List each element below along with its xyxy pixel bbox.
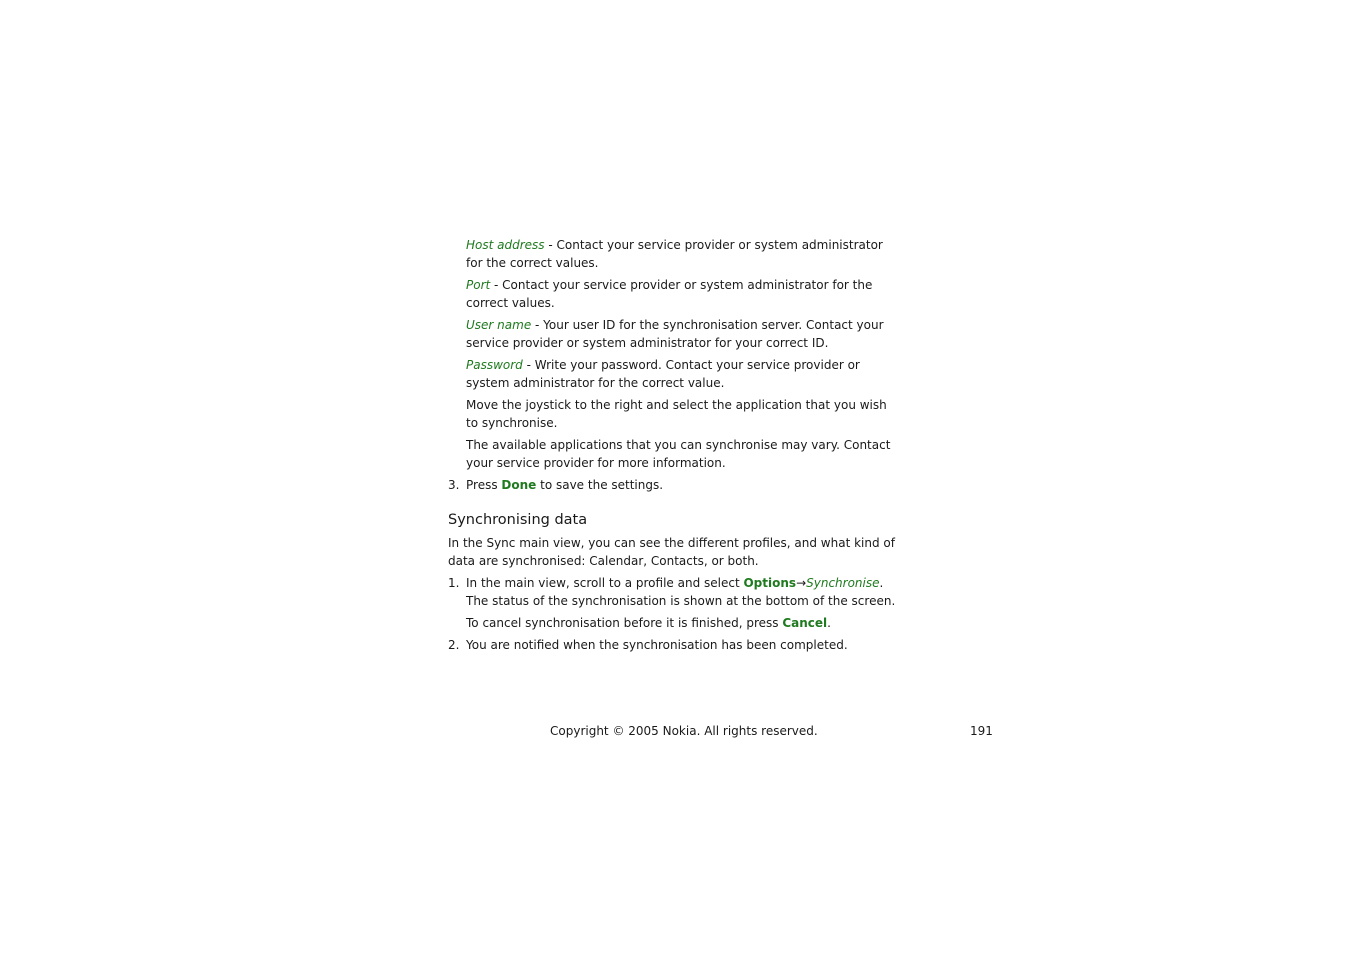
step-text: to save the settings. [536, 478, 664, 492]
step-text: In the main view, scroll to a profile and select [466, 576, 744, 590]
setting-term: Port [466, 278, 491, 292]
apps-note: The available applications that you can synchronise may vary. Contact your service provider for more information. [466, 438, 891, 470]
section-intro: In the Sync main view, you can see the different profiles, and what kind of data are synchronised: Calendar, Contacts, or both. [448, 536, 895, 568]
cancel-note [448, 614, 898, 632]
setting-term: Host address [466, 238, 545, 252]
options-menu: Options [743, 576, 797, 590]
setting-term: User name [466, 318, 532, 332]
arrow-icon: → [796, 576, 807, 590]
page-content [448, 236, 898, 658]
step-text: You are notified when the synchronisation has been completed. [466, 638, 848, 652]
setting-description: - Your user ID for the synchronisation server. Contact your service provider or system administrator for your correct ID. [466, 318, 884, 350]
step-number: 2. [448, 638, 460, 652]
setting-description: - Contact your service provider or system administrator for the correct values. [466, 278, 873, 310]
setting-password [448, 356, 898, 392]
setting-description: - Write your password. Contact your service provider or system administrator for the correct value. [466, 358, 860, 390]
done-key: Done [501, 478, 537, 492]
step-3 [448, 476, 898, 494]
setting-description: - Contact your service provider or system administrator for the correct values. [466, 238, 883, 270]
step-number: 3. [448, 478, 460, 492]
synchronise-item: Synchronise [806, 576, 880, 590]
setting-term: Password [466, 358, 523, 372]
cancel-note-text: . [827, 616, 831, 630]
cancel-key: Cancel [782, 616, 828, 630]
joystick-note: Move the joystick to the right and select the application that you wish to synchronise. [466, 398, 887, 430]
copyright-notice: Copyright © 2005 Nokia. All rights reserved. [550, 724, 818, 738]
cancel-note-text: To cancel synchronisation before it is finished, press [466, 616, 783, 630]
step-number: 1. [448, 576, 460, 590]
step-1 [448, 574, 898, 610]
step-text: . The status of the synchronisation is shown at the bottom of the screen. [466, 576, 896, 608]
page-number: 191 [970, 724, 993, 738]
setting-host-address [448, 236, 898, 272]
setting-user-name [448, 316, 898, 352]
step-2 [448, 636, 898, 654]
setting-port [448, 276, 898, 312]
step-text: Press [466, 478, 502, 492]
section-heading: Synchronising data [448, 512, 588, 528]
